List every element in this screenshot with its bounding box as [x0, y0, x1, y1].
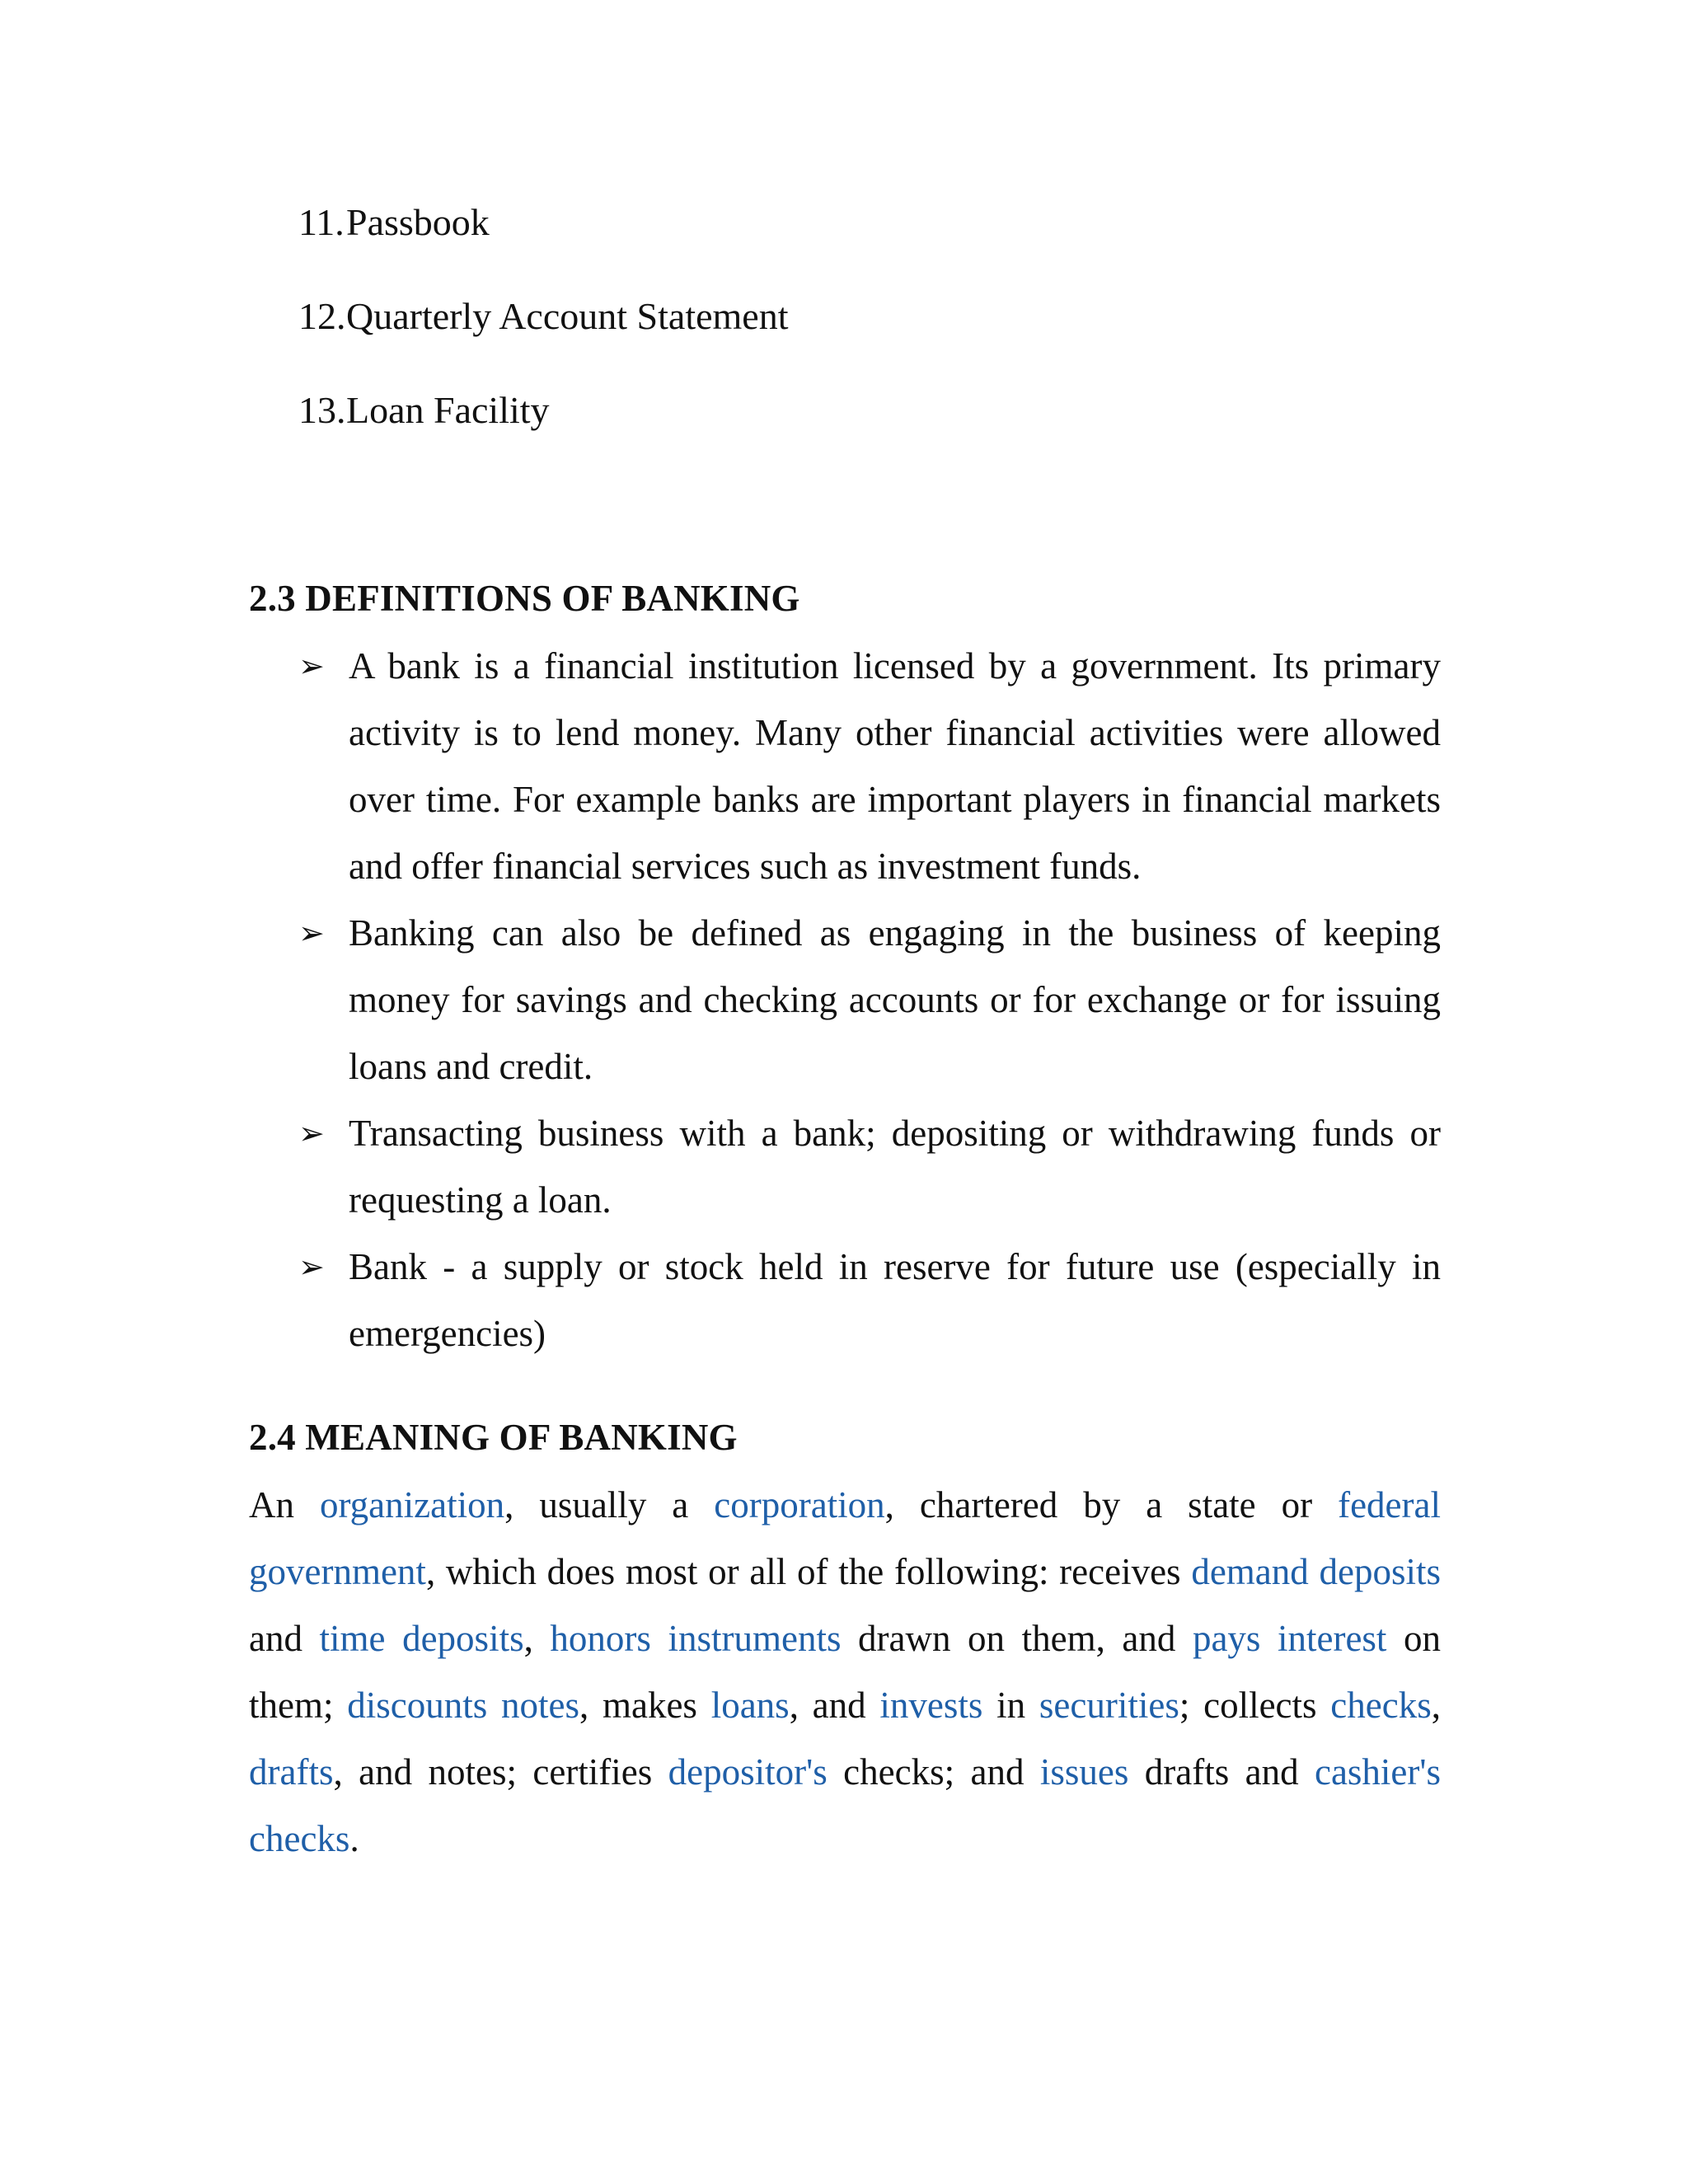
bullet-text: Transacting business with a bank; depositing or withdrawing funds or requesting a loan.: [349, 1113, 1441, 1221]
link-checks[interactable]: checks: [1330, 1685, 1432, 1726]
paragraph-text: drafts and: [1128, 1751, 1315, 1793]
link-securities[interactable]: securities: [1039, 1685, 1179, 1726]
bullet-text: Bank - a supply or stock held in reserve for future use (especially in emergencies): [349, 1246, 1441, 1354]
list-item: [298, 379, 789, 473]
paragraph-text: An: [249, 1484, 320, 1526]
paragraph-text: and: [249, 1618, 320, 1659]
list-item: [298, 191, 789, 285]
link-organization[interactable]: organization: [319, 1484, 505, 1526]
list-item-number: 11.: [298, 201, 345, 243]
paragraph-text: , which does most or all of the following: receives: [425, 1551, 1192, 1592]
list-item: [298, 285, 789, 379]
link-corporation[interactable]: corporation: [714, 1484, 885, 1526]
bullet-item: [298, 1234, 1441, 1367]
paragraph-text: ,: [523, 1618, 551, 1659]
link-depositors[interactable]: depositor's: [668, 1751, 828, 1793]
meaning-paragraph: [249, 1472, 1441, 1872]
list-item-number: 13.: [298, 389, 346, 431]
section-heading-meaning: 2.4 MEANING OF BANKING: [249, 1417, 738, 1458]
paragraph-text: ,: [1431, 1685, 1441, 1726]
list-item-text: Passbook: [346, 201, 490, 243]
link-pays-interest[interactable]: pays interest: [1192, 1618, 1387, 1659]
link-honors-instruments[interactable]: honors instruments: [550, 1618, 842, 1659]
link-drafts[interactable]: drafts: [249, 1751, 334, 1793]
list-item-text: Loan Facility: [346, 389, 550, 431]
bullet-text: A bank is a financial institution licensed by a government. Its primary activity is to lend money. Many other financial activities were allowed over time. For example banks are important players in financial markets and offer financial services such as investment funds.: [349, 645, 1441, 887]
link-discounts-notes[interactable]: discounts notes: [347, 1685, 579, 1726]
link-loans[interactable]: loans: [710, 1685, 790, 1726]
bullet-item: [298, 633, 1441, 900]
link-demand-deposits[interactable]: demand deposits: [1191, 1551, 1441, 1592]
bullet-item: [298, 900, 1441, 1100]
paragraph-text: .: [349, 1818, 359, 1859]
arrowhead-bullet-icon: ➢: [298, 915, 325, 951]
paragraph-text: , and notes; certifies: [333, 1751, 668, 1793]
paragraph-text: drawn on them, and: [841, 1618, 1193, 1659]
paragraph-text: , chartered by a state or: [884, 1484, 1339, 1526]
arrowhead-bullet-icon: ➢: [298, 648, 325, 684]
arrowhead-bullet-icon: ➢: [298, 1249, 325, 1285]
bullet-text: Banking can also be defined as engaging in the business of keeping money for savings and checking accounts or for exchange or for issuing loans and credit.: [349, 912, 1441, 1087]
list-item-text: Quarterly Account Statement: [346, 295, 789, 337]
paragraph-text: ; collects: [1179, 1685, 1331, 1726]
paragraph-text: on them;: [249, 1618, 1441, 1726]
list-item-number: 12.: [298, 295, 346, 337]
paragraph-text: in: [982, 1685, 1039, 1726]
link-issues[interactable]: issues: [1039, 1751, 1129, 1793]
link-time-deposits[interactable]: time deposits: [319, 1618, 524, 1659]
paragraph-text: , makes: [579, 1685, 711, 1726]
numbered-list: [298, 191, 789, 473]
bullet-item: [298, 1100, 1441, 1234]
section-heading-definitions: 2.3 DEFINITIONS OF BANKING: [249, 578, 800, 619]
paragraph-text: checks; and: [827, 1751, 1040, 1793]
paragraph-text: , and: [789, 1685, 880, 1726]
link-invests[interactable]: invests: [879, 1685, 983, 1726]
link-cashiers-checks[interactable]: cashier's checks: [249, 1751, 1442, 1859]
paragraph-text: , usually a: [504, 1484, 715, 1526]
definitions-bullet-list: [298, 633, 1441, 1367]
link-federal-government[interactable]: federal government: [249, 1484, 1441, 1592]
arrowhead-bullet-icon: ➢: [298, 1115, 325, 1151]
